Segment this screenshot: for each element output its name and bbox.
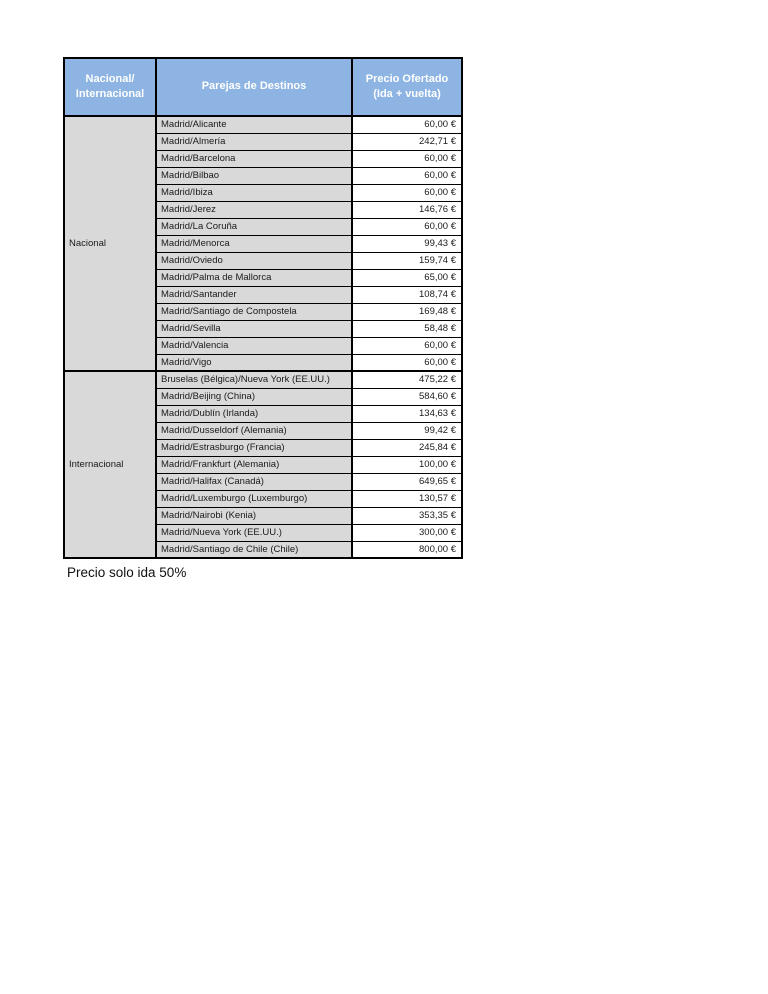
price-cell: 245,84 € <box>352 439 462 456</box>
price-cell: 99,43 € <box>352 235 462 252</box>
destination-cell: Madrid/Menorca <box>156 235 352 252</box>
destination-cell: Bruselas (Bélgica)/Nueva York (EE.UU.) <box>156 371 352 388</box>
fares-table-body <box>64 116 462 558</box>
destination-cell: Madrid/Palma de Mallorca <box>156 269 352 286</box>
header-destination-pairs <box>156 58 352 116</box>
table-row <box>64 116 462 133</box>
header-line: Precio Ofertado <box>365 72 449 85</box>
price-cell: 65,00 € <box>352 269 462 286</box>
table-row <box>64 371 462 388</box>
price-cell: 60,00 € <box>352 354 462 371</box>
price-cell: 584,60 € <box>352 388 462 405</box>
destination-cell: Madrid/Nairobi (Kenia) <box>156 507 352 524</box>
destination-cell: Madrid/Beijing (China) <box>156 388 352 405</box>
destination-cell: Madrid/Estrasburgo (Francia) <box>156 439 352 456</box>
destination-cell: Madrid/Barcelona <box>156 150 352 167</box>
price-cell: 60,00 € <box>352 218 462 235</box>
destination-cell: Madrid/Oviedo <box>156 252 352 269</box>
destination-cell: Madrid/Luxemburgo (Luxemburgo) <box>156 490 352 507</box>
price-cell: 60,00 € <box>352 116 462 133</box>
price-cell: 100,00 € <box>352 456 462 473</box>
header-national-international <box>64 58 156 116</box>
price-cell: 159,74 € <box>352 252 462 269</box>
destination-cell: Madrid/Jerez <box>156 201 352 218</box>
price-cell: 99,42 € <box>352 422 462 439</box>
section-label-cell: Nacional <box>64 116 156 371</box>
destination-cell: Madrid/Santander <box>156 286 352 303</box>
fares-table <box>63 57 463 559</box>
header-line: Parejas de Destinos <box>201 80 307 93</box>
price-cell: 134,63 € <box>352 405 462 422</box>
price-cell: 649,65 € <box>352 473 462 490</box>
price-cell: 60,00 € <box>352 150 462 167</box>
header-line: Internacional <box>75 88 145 100</box>
destination-cell: Madrid/Sevilla <box>156 320 352 337</box>
price-cell: 169,48 € <box>352 303 462 320</box>
price-cell: 58,48 € <box>352 320 462 337</box>
price-cell: 60,00 € <box>352 184 462 201</box>
destination-cell: Madrid/La Coruña <box>156 218 352 235</box>
price-cell: 60,00 € <box>352 337 462 354</box>
price-cell: 242,71 € <box>352 133 462 150</box>
destination-cell: Madrid/Dusseldorf (Alemania) <box>156 422 352 439</box>
destination-cell: Madrid/Alicante <box>156 116 352 133</box>
price-cell: 60,00 € <box>352 167 462 184</box>
header-offered-price <box>352 58 462 116</box>
destination-cell: Madrid/Valencia <box>156 337 352 354</box>
destination-cell: Madrid/Dublín (Irlanda) <box>156 405 352 422</box>
header-line: Nacional/ <box>85 72 135 85</box>
price-cell: 475,22 € <box>352 371 462 388</box>
destination-cell: Madrid/Halifax (Canadá) <box>156 473 352 490</box>
section-label-cell: Internacional <box>64 371 156 558</box>
destination-cell: Madrid/Santiago de Compostela <box>156 303 352 320</box>
destination-cell: Madrid/Bilbao <box>156 167 352 184</box>
destination-cell: Madrid/Vigo <box>156 354 352 371</box>
destination-cell: Madrid/Frankfurt (Alemania) <box>156 456 352 473</box>
footer-note: Precio solo ida 50% <box>67 565 187 580</box>
price-cell: 130,57 € <box>352 490 462 507</box>
price-cell: 800,00 € <box>352 541 462 558</box>
destination-cell: Madrid/Nueva York (EE.UU.) <box>156 524 352 541</box>
price-cell: 353,35 € <box>352 507 462 524</box>
price-cell: 108,74 € <box>352 286 462 303</box>
destination-cell: Madrid/Santiago de Chile (Chile) <box>156 541 352 558</box>
header-line: (Ida + vuelta) <box>373 88 441 100</box>
destination-cell: Madrid/Ibiza <box>156 184 352 201</box>
price-cell: 300,00 € <box>352 524 462 541</box>
destination-cell: Madrid/Almería <box>156 133 352 150</box>
header-row <box>64 58 462 116</box>
price-cell: 146,76 € <box>352 201 462 218</box>
